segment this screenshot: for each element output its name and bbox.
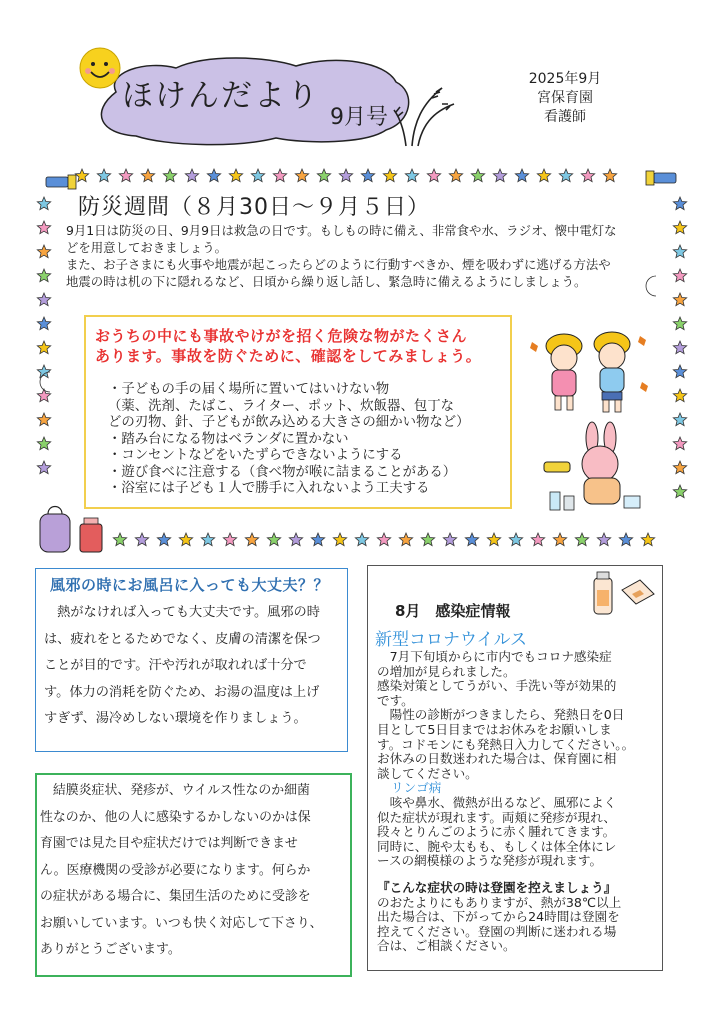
- tip-item: ・浴室には子ども１人で勝手に入れないよう工夫する: [108, 481, 430, 496]
- frame-star: [141, 169, 154, 182]
- covid-line: 談してください。: [377, 765, 478, 781]
- eye-line: 結膜炎症状、発疹が、ウイルス性なのか細菌: [40, 783, 310, 798]
- issue-date: 2025年9月: [528, 71, 602, 87]
- eye-line: 育園では見た目や症状だけでは判断できませ: [40, 836, 298, 851]
- frame-star: [673, 245, 686, 258]
- safety-headline: [95, 326, 500, 366]
- frame-star: [673, 197, 686, 210]
- frame-star: [673, 389, 686, 402]
- frame-star: [119, 169, 132, 182]
- covid-line: 陽性の診断がつきましたら、発熱日を0日: [377, 707, 625, 723]
- bath-line: ことが目的です。汗や汚れが取れれば十分で: [44, 658, 307, 673]
- issuer-block: [500, 70, 630, 127]
- frame-star: [37, 197, 50, 210]
- frame-star: [619, 533, 632, 546]
- frame-star: [537, 169, 550, 182]
- frame-star: [553, 533, 566, 546]
- caution-line: 出た場合は、下がってから24時間は登園を: [377, 909, 620, 925]
- frame-star: [113, 533, 126, 546]
- apple-line: 咳や鼻水、微熱が出るなど、風邪によく: [377, 794, 617, 810]
- eye-line: 性なのか、他の人に感染するかしないのかは保: [40, 809, 311, 825]
- tip-item: ・子どもの手の届く場所に置いてはいけない物: [108, 382, 390, 397]
- frame-star: [641, 533, 654, 546]
- frame-star: [135, 533, 148, 546]
- frame-star: [487, 533, 500, 546]
- infection-body: [377, 650, 659, 954]
- frame-star: [559, 169, 572, 182]
- frame-star: [449, 169, 462, 182]
- bath-line: 熱がなければ入っても大丈夫です。風邪の時: [44, 605, 320, 620]
- frame-star: [443, 533, 456, 546]
- covid-heading: 新型コロナウイルス: [375, 630, 527, 650]
- frame-star: [673, 269, 686, 282]
- crescent-moon-icon: [646, 276, 656, 296]
- frame-star: [37, 461, 50, 474]
- safety-tips-list: [108, 382, 508, 498]
- frame-star: [515, 169, 528, 182]
- frame-star: [383, 169, 396, 182]
- headline-line: おうちの中にも事故やけがを招く危険な物がたくさん: [95, 327, 468, 345]
- frame-star: [311, 533, 324, 546]
- frame-star: [37, 317, 50, 330]
- frame-star: [471, 169, 484, 182]
- caution-line: のおたよりにもありますが、熱が38℃以上: [377, 894, 622, 910]
- covid-line: 感染対策としてうがい、手洗い等が効果的: [377, 678, 617, 694]
- medicine-bottle-icon: [588, 568, 658, 618]
- disaster-intro: [66, 222, 638, 290]
- frame-star: [673, 485, 686, 498]
- eye-line: ん。医療機関の受診が必要になります。何らか: [40, 862, 311, 878]
- frame-star: [37, 245, 50, 258]
- frame-star: [37, 341, 50, 354]
- frame-star: [185, 169, 198, 182]
- frame-star: [97, 169, 110, 182]
- frame-star: [37, 269, 50, 282]
- bath-title: 風邪の時にお風呂に入っても大丈夫？？: [50, 576, 330, 594]
- frame-star: [673, 413, 686, 426]
- frame-star: [399, 533, 412, 546]
- intro-line: どを用意しておきましょう。: [66, 240, 228, 255]
- bath-line: すぎず、湯冷めしない環境を作りましょう。: [44, 711, 307, 726]
- caution-line: 控えてください。登園の判断に迷われる場: [377, 923, 617, 939]
- bath-body: [44, 600, 340, 733]
- newsletter-title: ほけんだより: [122, 78, 320, 114]
- apple-line: 似た症状が現れます。両頬に発疹が現れ、: [377, 809, 617, 825]
- frame-star: [267, 533, 280, 546]
- frame-star: [37, 437, 50, 450]
- frame-star: [509, 533, 522, 546]
- frame-star: [317, 169, 330, 182]
- apple-line: 段々とりんごのように赤く腫れてきます。: [377, 824, 616, 840]
- flashlight-icon: [646, 171, 676, 185]
- children-with-helmets-illustration: [522, 322, 662, 422]
- frame-star: [37, 221, 50, 234]
- rabbit-with-flashlight-illustration: [530, 420, 650, 520]
- tip-item: ・遊び食べに注意する（食べ物が喉に詰まることがある）: [108, 464, 457, 480]
- frame-star: [377, 533, 390, 546]
- frame-star: [427, 169, 440, 182]
- eye-line: の症状がある場合に、集団生活のために受診を: [40, 889, 311, 904]
- frame-star: [163, 169, 176, 182]
- tip-item: （薬、洗剤、たばこ、ライター、ポット、炊飯器、包丁な: [108, 398, 455, 414]
- bath-line: す。体力の消耗を防ぐため、お湯の温度は上げ: [44, 684, 320, 700]
- tip-item: ・踏み台になる物はベランダに置かない: [108, 431, 349, 447]
- eye-line: お願いしています。いつも快く対応して下さり、: [40, 915, 323, 931]
- frame-star: [493, 169, 506, 182]
- infection-title: 8月 感染症情報: [395, 602, 511, 620]
- intro-line: 地震の時は机の下に隠れるなど、日頃から繰り返し話し、緊急時に備えるようにしましょう。: [66, 274, 587, 289]
- frame-star: [37, 365, 50, 378]
- caution-line: 合は、ご相談ください。: [377, 938, 516, 954]
- eye-line: ありがとうございます。: [40, 942, 181, 957]
- conjunctivitis-body: [40, 778, 350, 964]
- covid-line: 7月下旬頃からに市内でもコロナ感染症: [377, 649, 612, 664]
- frame-star: [201, 533, 214, 546]
- caution-heading: 『こんな症状の時は登園を控えましょう』: [377, 879, 617, 895]
- apple-line: 同時に、腕や太もも、もしくは体全体にレ: [377, 838, 617, 854]
- frame-star: [597, 533, 610, 546]
- frame-star: [229, 169, 242, 182]
- intro-line: また、お子さまにも火事や地震が起こったらどのように行動すべきか、煙を吸わずに逃げる方法や: [66, 257, 611, 272]
- flashlight-icon: [46, 175, 76, 189]
- frame-star: [355, 533, 368, 546]
- frame-star: [289, 533, 302, 546]
- frame-star: [673, 461, 686, 474]
- frame-star: [361, 169, 374, 182]
- frame-star: [673, 293, 686, 306]
- frame-star: [673, 221, 686, 234]
- emergency-bag-illustration: [36, 502, 110, 554]
- frame-star: [421, 533, 434, 546]
- frame-star: [673, 365, 686, 378]
- covid-line: の増加が見られました。: [377, 663, 516, 679]
- frame-star: [37, 389, 50, 402]
- frame-star: [75, 169, 88, 182]
- frame-star: [405, 169, 418, 182]
- apple-disease-heading: リンゴ病: [391, 780, 442, 796]
- covid-line: 目として5日目まではお休みをお願いしま: [377, 721, 612, 737]
- frame-star: [603, 169, 616, 182]
- covid-line: です。: [377, 692, 414, 708]
- frame-star: [273, 169, 286, 182]
- covid-line: お休みの日数迷われた場合は、保育園に相: [377, 751, 617, 767]
- frame-star: [179, 533, 192, 546]
- frame-star: [37, 413, 50, 426]
- frame-star: [673, 437, 686, 450]
- frame-star: [295, 169, 308, 182]
- apple-line: ースの網模様のような発疹が現れます。: [377, 853, 603, 869]
- frame-star: [157, 533, 170, 546]
- disaster-week-title: 防災週間（８月30日～９月５日）: [78, 195, 430, 220]
- headline-line: あります。事故を防ぐために、確認をしてみましょう。: [95, 347, 482, 365]
- tip-item: どの刃物、針、子どもが飲み込める大きさの細かい物など）: [108, 415, 470, 430]
- issue-label: 9月号: [330, 105, 388, 130]
- frame-star: [333, 533, 346, 546]
- pampas-grass-icon: [392, 82, 462, 148]
- frame-star: [531, 533, 544, 546]
- smiling-sun-icon: [72, 40, 128, 96]
- frame-star: [581, 169, 594, 182]
- frame-star: [37, 293, 50, 306]
- frame-star: [673, 341, 686, 354]
- frame-star: [223, 533, 236, 546]
- frame-star: [207, 169, 220, 182]
- frame-star: [575, 533, 588, 546]
- tip-item: ・コンセントなどをいたずらできないようにする: [108, 448, 403, 463]
- frame-star: [251, 169, 264, 182]
- frame-star: [339, 169, 352, 182]
- covid-line: す。コドモンにも発熱日入力してください。。: [377, 736, 635, 752]
- bath-line: は、疲れをとるためでなく、皮膚の清潔を保つ: [44, 631, 321, 647]
- frame-star: [673, 317, 686, 330]
- intro-line: 9月1日は防災の日、9月9日は救急の日です。もしもの時に備え、非常食や水、ラジオ、懐中電灯な: [66, 223, 617, 238]
- frame-star: [245, 533, 258, 546]
- nursery-name: 宮保育園: [537, 90, 593, 106]
- author-role: 看護師: [544, 109, 586, 125]
- frame-star: [465, 533, 478, 546]
